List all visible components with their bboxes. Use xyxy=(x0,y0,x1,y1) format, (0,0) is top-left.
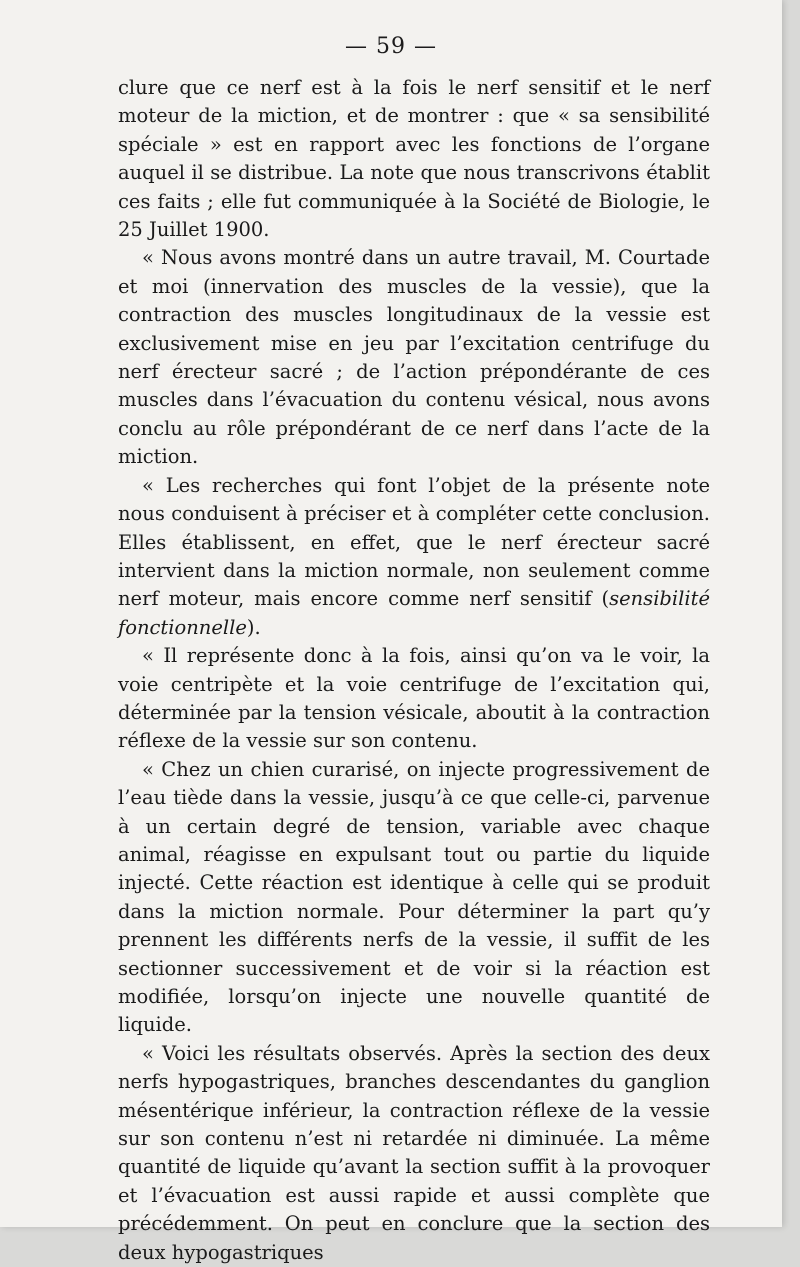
body-text xyxy=(118,74,710,1267)
paragraph-6: « Voici les résultats observés. Après la section des deux nerfs hypogastriques, branches descendantes du ganglion mésentérique inférieur, la contraction réflexe de la vessie sur son contenu n’est ni retardée ni diminuée. La même quantité de liquide qu’avant la section suffit à la provoquer et l’évacuation est aussi rapide et aussi complète que précédemment. On peut en conclure que la section des deux hypogastriques xyxy=(118,1041,710,1264)
paragraph-5: « Chez un chien curarisé, on injecte progressivement de l’eau tiède dans la vessie, jusqu’à ce que celle-ci, parvenue à un certain degré de tension, variable avec chaque animal, réagisse en expulsant tout ou partie du liquide injecté. Cette réaction est identique à celle qui se produit dans la miction normale. Pour déterminer la part qu’y prennent les différents nerfs de la vessie, il suffit de les sectionner successivement et de voir si la réaction est modifiée, lorsqu’on injecte une nouvelle quantité de liquide. xyxy=(118,757,710,1037)
paragraph-2: « Nous avons montré dans un autre travail, M. Courtade et moi (innervation des muscles de la vessie), que la contraction des muscles longitudinaux de la vessie est exclusivement mise en jeu par l’excitation centrifuge du nerf érecteur sacré ; de l’action prépondérante de ces muscles dans l’évacuation du contenu vésical, nous avons conclu au rôle prépondérant de ce nerf dans l’acte de la miction. xyxy=(118,246,710,469)
paragraph-3-text-before: « Les recherches qui font l’objet de la présente note nous conduisent à préciser et à compléter cette conclusion. Elles établissent, en effet, que le nerf érecteur sacré intervient dans la miction normale, non seulement comme nerf moteur, mais encore comme nerf sensitif ( xyxy=(118,473,710,611)
paragraph-1: clure que ce nerf est à la fois le nerf sensitif et le nerf moteur de la miction, et de montrer : que « sa sensibilité spéciale » est en rapport avec les fonctions de l’organe auquel il se distribue. La note que nous transcrivons établit ces faits ; elle fut communiquée à la Société de Biologie, le 25 Juillet 1900. xyxy=(118,76,710,242)
emphasis-sensibilite-fonctionnelle: sensibilité fonctionnelle xyxy=(118,587,710,639)
paragraph-3-text-after: ). xyxy=(246,615,261,639)
paragraph-4: « Il représente donc à la fois, ainsi qu’on va le voir, la voie centripète et la voie centrifuge de l’excitation qui, déterminée par la tension vésicale, aboutit à la contraction réflexe de la vessie sur son contenu. xyxy=(118,644,710,753)
page-number: — 59 — xyxy=(345,34,437,59)
paragraph-3 xyxy=(118,472,710,642)
